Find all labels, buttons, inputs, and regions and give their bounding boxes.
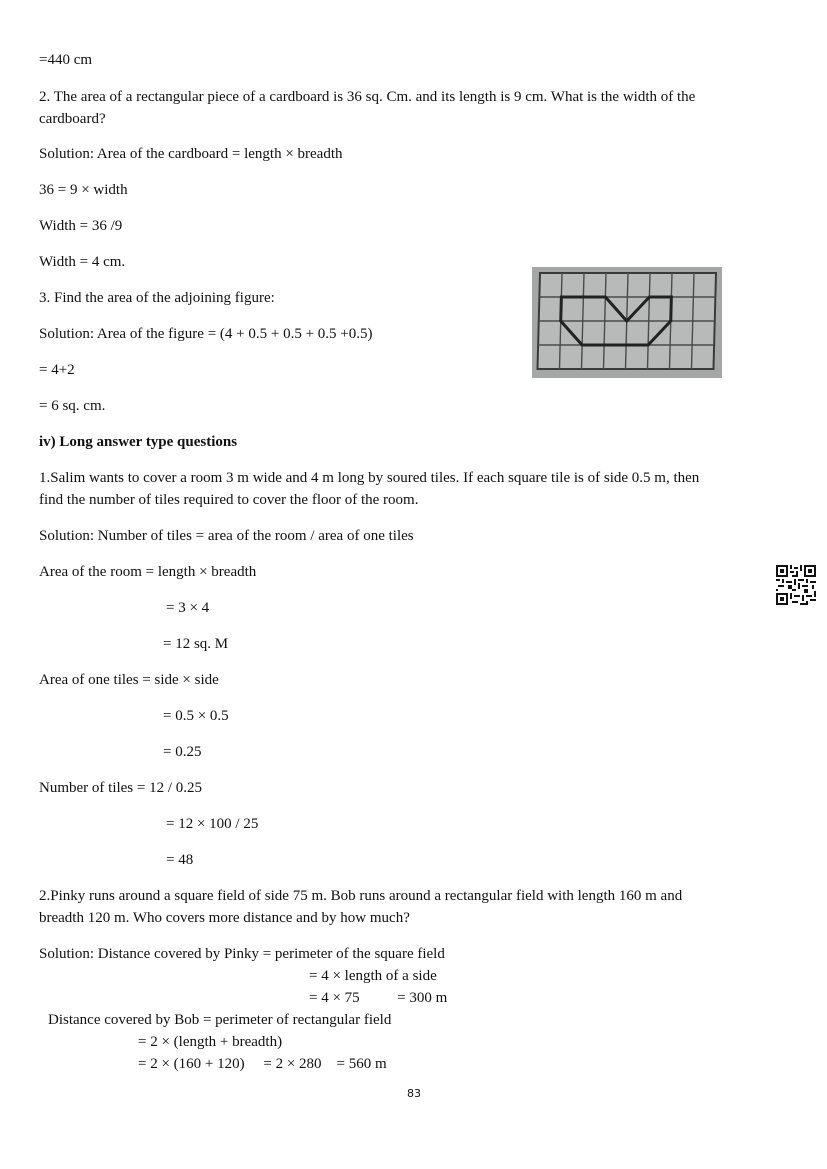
text-line: Number of tiles = 12 / 0.25 <box>39 780 203 796</box>
text-line: = 48 <box>166 852 194 868</box>
text-line: =440 cm <box>39 52 93 68</box>
text-line: = 12 × 100 / 25 <box>166 816 259 832</box>
text-line: = 4+2 <box>39 362 75 378</box>
text-line: = 12 sq. M <box>163 636 229 652</box>
text-line: Distance covered by Bob = perimeter of rectangular field <box>48 1012 392 1028</box>
solution-line: Solution: Area of the cardboard = length × breadth <box>39 146 343 162</box>
text-line: = 2 × (length + breadth) <box>138 1034 283 1050</box>
text-line: = 4 × 75 = 300 m <box>309 990 448 1006</box>
long-question-1-line2: find the number of tiles required to cover the floor of the room. <box>39 492 419 508</box>
long-question-2-line1: 2.Pinky runs around a square field of side 75 m. Bob runs around a rectangular field with length 160 m and <box>39 888 683 904</box>
text-line: = 3 × 4 <box>166 600 210 616</box>
text-line: Width = 36 /9 <box>39 218 123 234</box>
text-line: = 2 × (160 + 120) = 2 × 280 = 560 m <box>138 1056 387 1072</box>
text-line: = 6 sq. cm. <box>39 398 106 414</box>
solution-line: Solution: Distance covered by Pinky = perimeter of the square field <box>39 946 445 962</box>
long-question-2-line2: breadth 120 m. Who covers more distance and by how much? <box>39 910 410 926</box>
solution-line: Solution: Area of the figure = (4 + 0.5 + 0.5 + 0.5 +0.5) <box>39 326 373 342</box>
text-line: = 0.5 × 0.5 <box>163 708 229 724</box>
section-heading: iv) Long answer type questions <box>39 434 238 450</box>
text-line: = 4 × length of a side <box>309 968 437 984</box>
question-2-line2: cardboard? <box>39 111 106 127</box>
page-number: 83 <box>407 1087 421 1100</box>
long-question-1-line1: 1.Salim wants to cover a room 3 m wide and 4 m long by soured tiles. If each square tile is of side 0.5 m, then <box>39 470 700 486</box>
question-2-line1: 2. The area of a rectangular piece of a cardboard is 36 sq. Cm. and its length is 9 cm. What is the width of the <box>39 89 696 105</box>
qr-code-graphic <box>776 565 816 605</box>
text-line: Width = 4 cm. <box>39 254 126 270</box>
text-line: 36 = 9 × width <box>39 182 128 198</box>
question-3: 3. Find the area of the adjoining figure: <box>39 290 275 306</box>
solution-line: Solution: Number of tiles = area of the room / area of one tiles <box>39 528 414 544</box>
grid-figure-icon <box>532 267 722 378</box>
grid-figure-photo <box>532 267 722 378</box>
text-line: Area of the room = length × breadth <box>39 564 257 580</box>
text-line: Area of one tiles = side × side <box>39 672 219 688</box>
qr-code-icon <box>776 565 816 605</box>
text-line: = 0.25 <box>163 744 202 760</box>
